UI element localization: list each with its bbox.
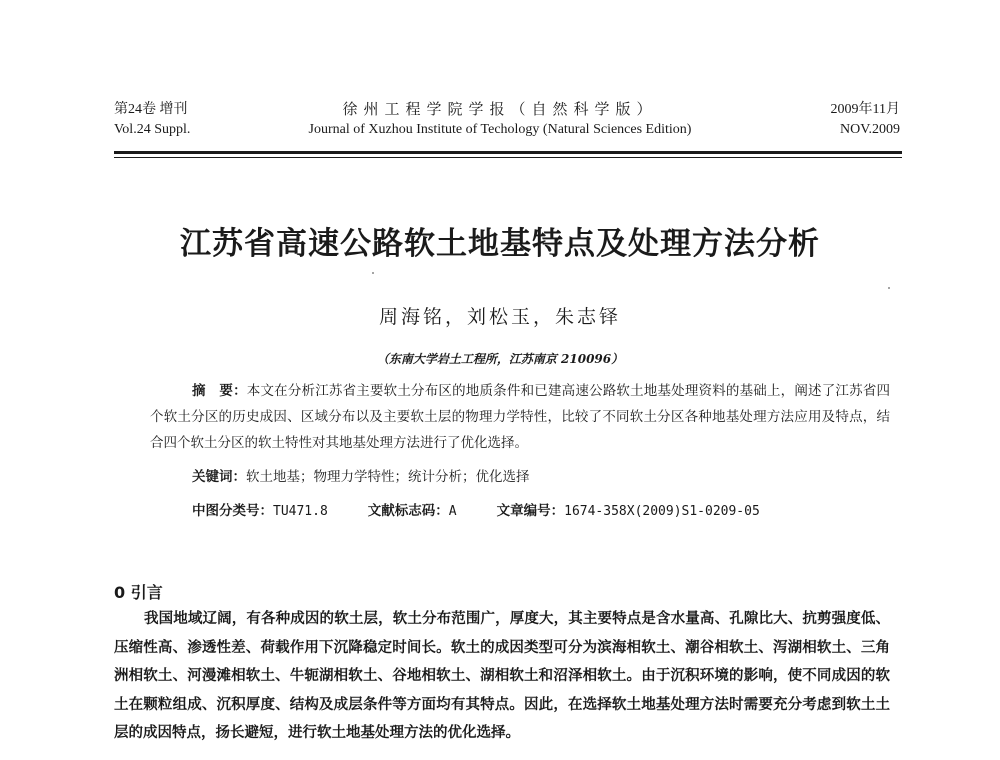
abstract-label: 摘 要： [192, 383, 247, 399]
article-title: 江苏省高速公路软土地基特点及处理方法分析 [180, 226, 820, 262]
header-rule-thin [114, 157, 902, 158]
volume-cn: 第24卷 增刊 [114, 102, 188, 117]
section-heading: 0 引言 [114, 583, 163, 602]
scan-speck [888, 287, 890, 289]
keywords-text: 软土地基；物理力学特性；统计分析；优化选择 [246, 469, 530, 485]
section-body: 我国地域辽阔，有各种成因的软土层，软土分布范围广，厚度大，其主要特点是含水量高、孔隙比大、抗剪强度低、压缩性高、渗透性差、荷载作用下沉降稳定时间长。软土的成因类型可分为滨海相软土、潮谷相软土、泻湖相软土、三角洲相软土、河漫滩相软土、牛轭湖相软土、谷地相软土、湖相软土和沼泽相软土。由于沉积环境的影响，使不同成因的软土在颗粒组成、沉积厚度、结构及成层条件等方面均有其特点。因此，在选择软土地基处理方法时需要充分考虑到软土土层的成因特点，扬长避短，进行软土地基处理方法的优化选择。 [114, 610, 890, 741]
journal-name [250, 100, 750, 140]
journal-name-cn: 徐州工程学院学报（自然科学版） [342, 102, 658, 118]
abstract [150, 378, 890, 456]
doc-code-label: 文献标志码： [367, 503, 449, 519]
doc-code-value: A [448, 504, 457, 519]
volume-info [114, 100, 190, 140]
journal-name-en: Journal of Xuzhou Institute of Techology (Natural Sciences Edition) [308, 122, 692, 137]
issue-date-cn: 2009年11月 [830, 102, 900, 117]
scan-speck [372, 272, 374, 274]
classification-line [192, 500, 760, 523]
article-number-value: 1674-358X(2009)S1-0209-05 [564, 504, 760, 519]
keywords [192, 466, 530, 488]
volume-en: Vol.24 Suppl. [114, 122, 191, 137]
clc-label: 中图分类号： [192, 503, 273, 519]
clc-value: TU471.8 [273, 504, 328, 519]
author-affiliation: （东南大学岩土工程所，江苏南京 210096） [376, 352, 624, 366]
issue-date [831, 100, 900, 140]
abstract-text: 本文在分析江苏省主要软土分布区的地质条件和已建高速公路软土地基处理资料的基础上，阐述了江苏省四个软土分区的历史成因、区域分布以及主要软土层的物理力学特性，比较了不同软土分区各种地基处理方法应用及特点，结合四个软土分区的软土特性对其地基处理方法进行了优化选择。 [150, 383, 891, 451]
article-authors: 周海铭，刘松玉，朱志铎 [378, 306, 621, 328]
article-number-label: 文章编号： [496, 503, 565, 519]
header-rule-thick [114, 151, 902, 154]
issue-date-en: NOV.2009 [839, 122, 900, 137]
keywords-label: 关键词： [192, 469, 246, 485]
